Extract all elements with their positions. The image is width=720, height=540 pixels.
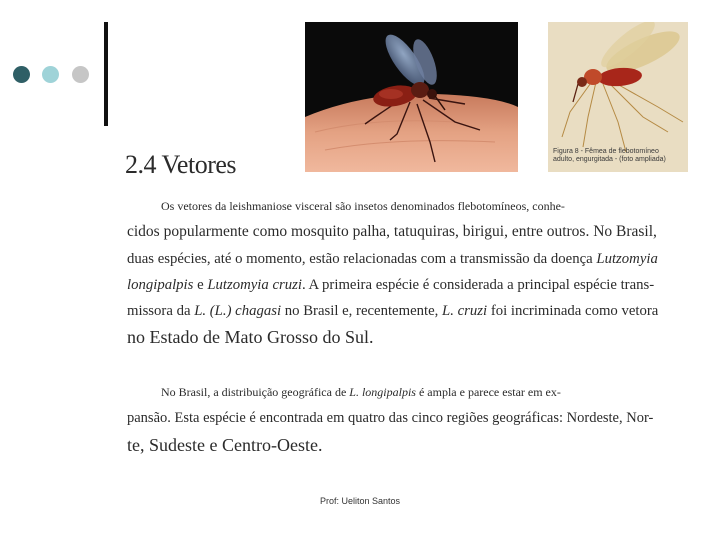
caption-line-1: Figura 8 - Fêmea de flebotomíneo <box>553 148 659 155</box>
decor-dot-gray <box>72 66 89 83</box>
section-heading: 2.4 Vetores <box>125 150 237 179</box>
decor-dot-light <box>42 66 59 83</box>
text-line: longipalpis e Lutzomyia cruzi. A primeira espécie é considerada a principal espécie trans- <box>127 276 655 293</box>
text-line: No Brasil, a distribuição geográfica de L. longipalpis é ampla e parece estar em ex- <box>161 385 561 399</box>
text-line: duas espécies, até o momento, estão relacionadas com a transmissão da doença Lutzomyia <box>127 250 658 267</box>
text-line: pansão. Esta espécie é encontrada em quatro das cinco regiões geográficas: Nordeste, Nor- <box>127 410 654 427</box>
paragraph-2 <box>127 379 660 458</box>
text-line: Os vetores da leishmaniose visceral são insetos denominados flebotomíneos, conhe- <box>161 199 565 213</box>
species-name: L. cruzi <box>442 303 488 320</box>
decor-vertical-line <box>104 22 108 126</box>
sandfly-on-skin-photo <box>305 22 518 172</box>
text-line: cidos popularmente como mosquito palha, tatuquiras, birigui, entre outros. No Brasil, <box>127 223 657 241</box>
species-name: L. (L.) chagasi <box>194 303 282 320</box>
text-line: missora da L. (L.) chagasi no Brasil e, recentemente, L. cruzi foi incriminada como vetora <box>127 303 659 320</box>
species-name: Lutzomyia <box>596 250 658 267</box>
text-line: te, Sudeste e Centro-Oeste. <box>127 434 323 455</box>
species-name: Lutzomyia cruzi <box>207 276 302 293</box>
decor-dot-dark <box>13 66 30 83</box>
paragraph-1 <box>127 193 660 351</box>
footer-author: Prof: Ueliton Santos <box>319 496 401 506</box>
text-line: no Estado de Mato Grosso do Sul. <box>127 327 374 348</box>
caption-line-2: adulto, engurgitada - (foto ampliada) <box>553 156 666 163</box>
species-name: longipalpis <box>127 276 194 293</box>
figure-caption <box>553 148 687 164</box>
species-name: L. longipalpis <box>349 385 416 399</box>
